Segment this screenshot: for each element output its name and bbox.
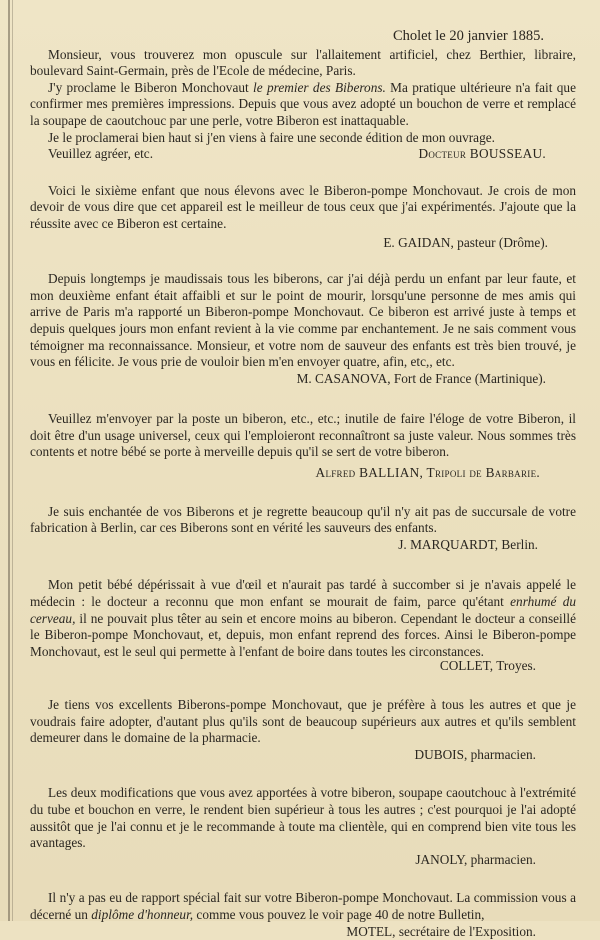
text-run: Mon petit bébé dépérissait à vue d'œil et n'aurait pas tardé à succomber si je n'avais appelé le médecin : le docteur a reconnu que mon enfant se mourait de faim, parce qu'étant bbox=[30, 577, 576, 610]
paragraph: Je le proclamerai bien haut si j'en viens à faire une seconde édition de mon ouvrage. bbox=[48, 129, 495, 145]
signature bbox=[30, 465, 576, 482]
paragraph: Monsieur, vous trouverez mon opuscule sur l'allaitement artificiel, chez Berthier, libraire, boulevard Saint-Germain, près de l'Ecole de médecine, Paris. bbox=[30, 46, 576, 79]
text-run: comme vous pouvez le voir page 40 de notre Bulletin, bbox=[193, 906, 485, 922]
signature: E. GAIDAN, pasteur (Drôme). bbox=[383, 234, 548, 250]
page-edge-rule bbox=[8, 0, 10, 921]
signature: COLLET, Troyes. bbox=[439, 658, 536, 674]
paragraph bbox=[30, 890, 576, 923]
testimonial-collet bbox=[30, 577, 576, 675]
page-edge-rule-inner bbox=[12, 0, 13, 921]
signature: MOTEL, secrétaire de l'Exposition. bbox=[346, 923, 536, 939]
emphasis-run: enrhumé du cerveau, bbox=[30, 594, 576, 626]
signature: M. CASANOVA, Fort de France (Martinique). bbox=[296, 370, 546, 386]
testimonial-motel bbox=[30, 890, 576, 940]
testimonial-dubois bbox=[30, 697, 576, 763]
paragraph bbox=[30, 577, 576, 660]
testimonial-gaidan bbox=[30, 183, 576, 251]
testimonial-janoly bbox=[30, 785, 576, 868]
paragraph: Les deux modifications que vous avez apportées à votre biberon, soupape caoutchouc à l'extrémité du tube et bouchon en verre, le rendent bien supérieur à tous les autres ; c'est pourquoi je l'ai adopté aussitôt que je l'ai connu et je le recommande à toute ma clientèle, qui en comprend bien vite tous les avantages. bbox=[30, 785, 576, 851]
testimonial-ballian bbox=[30, 411, 576, 481]
paragraph bbox=[30, 80, 576, 130]
text-run: J'y proclame le Biberon Monchovaut bbox=[48, 79, 254, 95]
signature: JANOLY, pharmacien. bbox=[415, 851, 536, 867]
place-date: Cholet le 20 janvier 1885. bbox=[392, 28, 544, 44]
testimonial-casanova bbox=[30, 271, 576, 387]
testimonial-marquardt bbox=[30, 504, 576, 554]
text-run: Ma pratique ultérieure n'a fait que confirmer mes premières impressions. Depuis que vous avez adopté un bouchon de verre et remplacé la soupape de caoutchouc par une perle, votre Biberon est inattaquable. bbox=[30, 79, 576, 128]
text-run: Il n'y a pas eu de rapport spécial fait sur votre Biberon-pompe Monchovaut. La commission vous a décerné un bbox=[30, 890, 576, 922]
testimonial-bousseau bbox=[30, 28, 576, 163]
signature: Docteur BOUSSEAU. bbox=[418, 146, 546, 162]
paragraph: Depuis longtemps je maudissais tous les biberons, car j'ai déjà perdu un enfant par leur faute, et mon deuxième enfant était affaibli et sur le point de mourir, lorsqu'une personne de mes amis qui arrive de Paris m'a rapporté un Biberon-pompe Monchovaut. Ce biberon est arrivé juste à temps et depuis quelques jours mon enfant revient à la vie comme par enchantement. Je ne sais comment vous témoigner ma reconnaissance. Monsieur, et votre nom de sauveur des enfants est très bien trouvé, je vous en félicite. Je vous prie de vouloir bien m'en envoyer quatre, afin, etc,, etc. bbox=[30, 271, 576, 370]
paragraph: Je suis enchantée de vos Biberons et je regrette beaucoup qu'il n'y ait pas de succursale de votre fabrication à Berlin, car ces Biberons sont en vérité les sauveurs des enfants. bbox=[30, 503, 576, 536]
emphasis-run: le premier des Biberons. bbox=[253, 79, 386, 95]
paragraph: Veuillez m'envoyer par la poste un biberon, etc., etc.; inutile de faire l'éloge de votre Biberon, il doit être d'un usage universel, ceux qui l'emploieront reconnaîtront sa juste valeur. Nous sommes très contents et notre bébé se porte à merveille depuis qu'il se sert de votre biberon. bbox=[30, 411, 576, 460]
signature-text: Alfred BALLIAN, Tripoli de Barbarie. bbox=[315, 465, 540, 481]
signature: J. MARQUARDT, Berlin. bbox=[398, 536, 538, 552]
paragraph: Voici le sixième enfant que nous élevons avec le Biberon-pompe Monchovaut. Je crois de mon devoir de vous dire que cet appareil est le meilleur de tous ceux que j'ai expérimentés. J'ajoute que la réussite avec ce Biberon est certaine. bbox=[30, 182, 576, 231]
closing-row bbox=[30, 146, 576, 163]
text-run: il ne pouvait plus têter au sein et encore moins au biberon. Cependant le docteur a conseillé le Biberon-pompe Monchovaut, et, depuis, mon enfant reprend des forces. Ainsi le Biberon-pompe Monchovaut, est le seul qui permette à l'enfant de boire dans toutes les circonstances. bbox=[30, 610, 576, 659]
signature: DUBOIS, pharmacien. bbox=[414, 746, 536, 762]
closing: Veuillez agréer, etc. bbox=[48, 146, 154, 162]
emphasis-run: diplôme d'honneur, bbox=[91, 906, 194, 922]
paragraph: Je tiens vos excellents Biberons-pompe Monchovaut, que je préfère à tous les autres et que je voudrais faire adopter, d'autant plus qu'ils sont de beaucoup supérieurs aux autres et qu'ils semblent demeurer dans le domaine de la pharmacie. bbox=[30, 697, 576, 746]
